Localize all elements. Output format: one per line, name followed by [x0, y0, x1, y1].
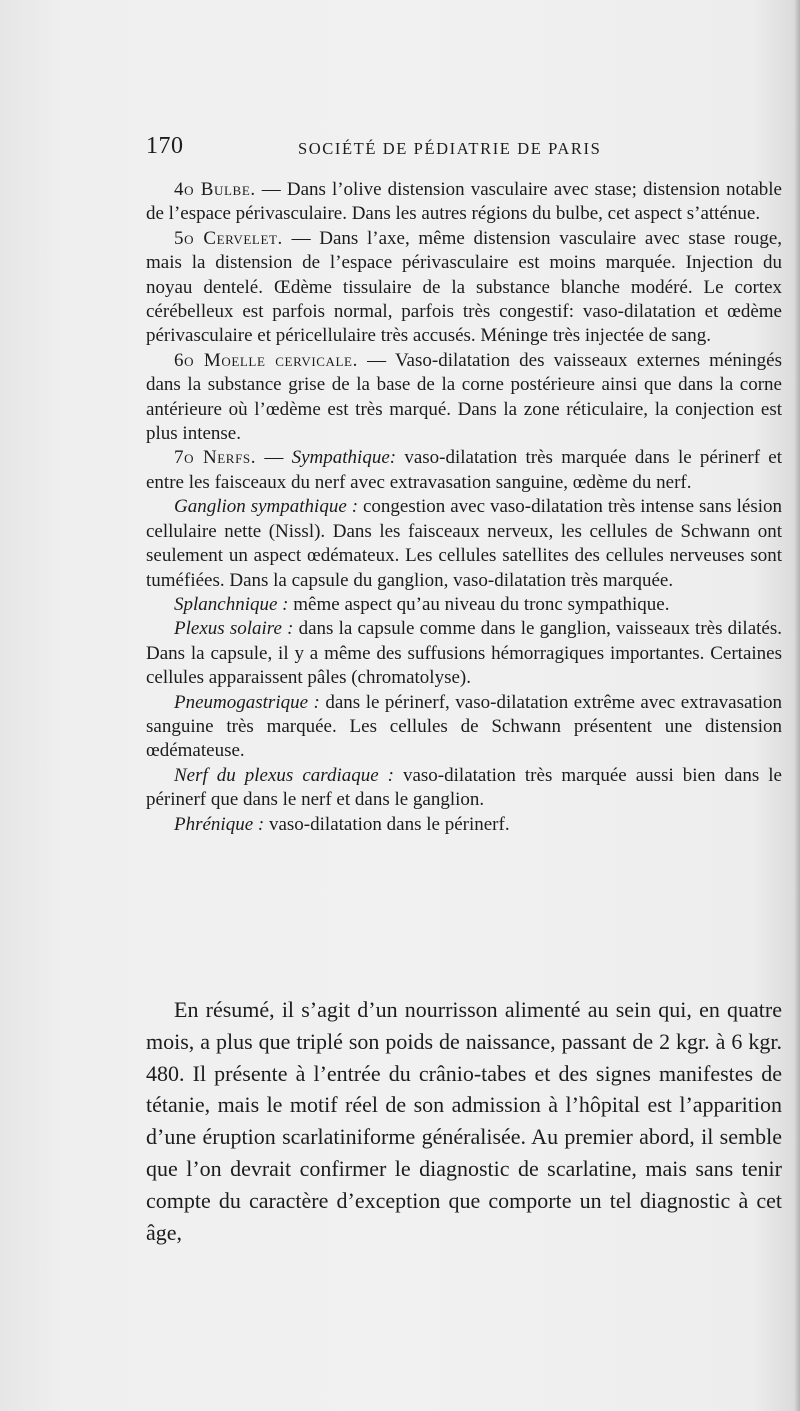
page-number: 170: [146, 133, 184, 159]
nerve-text: vaso-dilatation dans le périnerf.: [264, 813, 510, 835]
section-dash: —: [256, 447, 292, 469]
section-label: 6o Moelle cervicale.: [174, 349, 358, 371]
nerve-name: Phrénique :: [174, 813, 265, 835]
nerve-name: Plexus solaire :: [174, 618, 294, 640]
summary-section: [146, 994, 782, 1248]
paragraph-plexus-cardiaque: [146, 764, 782, 813]
running-title: SOCIÉTÉ DE PÉDIATRIE DE PARIS: [298, 139, 602, 158]
section-text: — Vaso-dilatation des vaisseaux externes méningés dans la substance grise de la base de la corne postérieure ainsi que dans la corne antérieure où l’œdème est très marqué. Dans la zone réticulaire, la conjection est plus intense.: [146, 349, 782, 445]
nerve-text: dans le périnerf, vaso-dilatation extrême avec extravasation sanguine très marquée. Les cellules de Schwann présentent une distension œdémateuse.: [146, 691, 782, 762]
summary-paragraph: En résumé, il s’agit d’un nourrisson alimenté au sein qui, en quatre mois, a plus que triplé son poids de naissance, passant de 2 kgr. à 6 kgr. 480. Il présente à l’entrée du crânio-tabes et des signes manifestes de tétanie, mais le motif réel de son admission à l’hôpital est l’apparition d’une éruption scarlatiniforme généralisée. Au premier abord, il semble que l’on devrait confirmer le diagnostic de scarlatine, mais sans tenir compte du caractère d’exception que comporte un tel diagnostic à cet âge,: [146, 997, 782, 1245]
paragraph-bulbe: [146, 178, 782, 227]
page-edge-shadow: [794, 0, 800, 1411]
section-text: vaso-dilatation très marquée dans le périnerf et entre les faisceaux du nerf avec extravasation sanguine, œdème du nerf.: [146, 447, 782, 493]
nerve-text: dans la capsule comme dans le ganglion, vaisseaux très dilatés. Dans la capsule, il y a même des suffusions hémorragiques importantes. Certaines cellules apparaissent pâles (chromatolyse).: [146, 618, 782, 689]
paragraph-ganglion: [146, 495, 782, 593]
paragraph-phrenique: [146, 813, 782, 837]
nerve-name: Pneumogastrique :: [174, 691, 320, 713]
paragraph-splanchnique: [146, 593, 782, 617]
nerve-text: congestion avec vaso-dilatation très intense sans lésion cellulaire nette (Nissl). Dans les faisceaux nerveux, les cellules de Schwann ont seulement un aspect œdémateux. Les cellules satellites des cellules nerveuses sont tuméfiées. Dans la capsule du ganglion, vaso-dilatation très marquée.: [146, 496, 782, 591]
nerve-name: Sympathique:: [291, 447, 397, 469]
nerve-name: Nerf du plexus cardiaque :: [174, 764, 394, 786]
nerve-text: vaso-dilatation très marquée aussi bien dans le périnerf que dans le nerf et dans le ganglion.: [146, 764, 782, 811]
paragraph-pneumogastrique: [146, 691, 782, 764]
paragraph-cervelet: [146, 227, 782, 349]
page-header: [146, 133, 782, 169]
paragraph-plexus-solaire: [146, 617, 782, 690]
section-text: — Dans l’axe, même distension vasculaire avec stase rouge, mais la distension de l’espace périvasculaire est moins marquée. Injection du noyau dentelé. Œdème tissulaire de la substance blanche modéré. Le cortex cérébelleux est parfois normal, parfois très congestif: vaso-dilatation et œdème périvasculaire et péricellulaire très accusés. Méninge très injectée de sang.: [146, 227, 783, 347]
section-label: 7o Nerfs.: [174, 447, 257, 469]
section-label: 5o Cervelet.: [174, 227, 283, 249]
nerve-name: Splanchnique :: [174, 593, 289, 615]
nerve-text: même aspect qu’au niveau du tronc sympathique.: [288, 593, 670, 615]
nerve-name: Ganglion sympathique :: [174, 496, 359, 518]
paragraph-moelle: [146, 349, 782, 447]
anatomical-findings: [146, 178, 782, 837]
section-label: 4o Bulbe.: [174, 179, 256, 200]
paragraph-nerfs: [146, 446, 782, 495]
section-text: — Dans l’olive distension vasculaire avec stase; distension notable de l’espace périvasculaire. Dans les autres régions du bulbe, cet aspect s’atténue.: [146, 179, 782, 225]
